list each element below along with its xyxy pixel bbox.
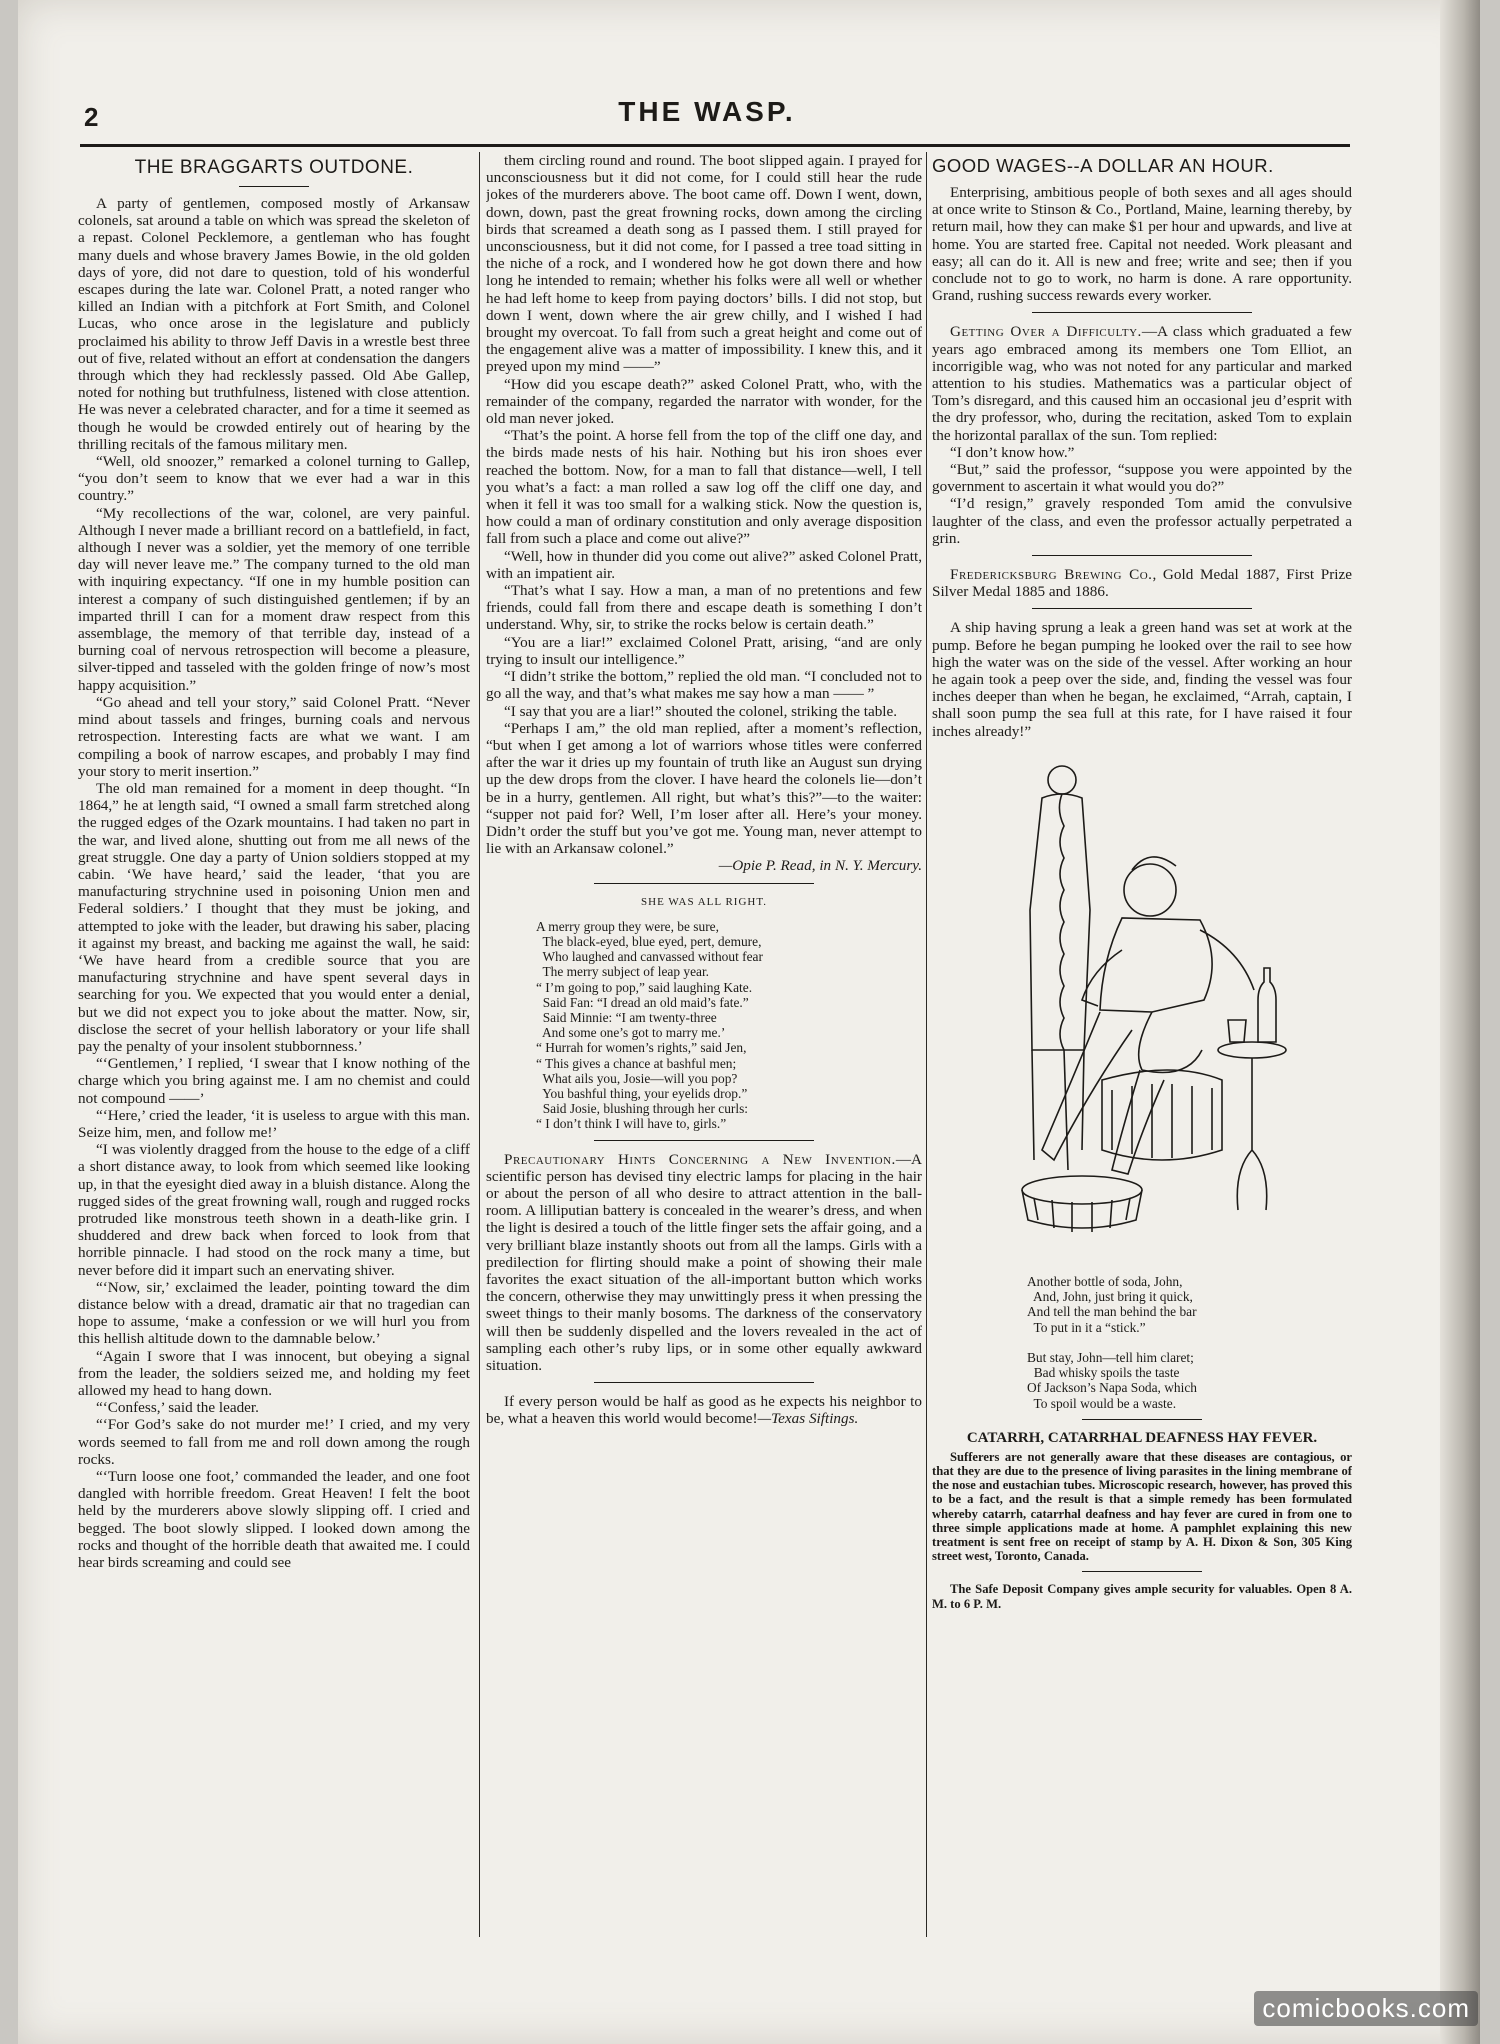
text-line: “ Hurrah for women’s rights,” said Jen, — [536, 1040, 747, 1056]
text-line: “I didn’t strike the bottom,” replied the old man. “I concluded not to go all the way, and that’s what makes me say how a man —— ” — [486, 668, 922, 703]
difficulty-quote: “I’d resign,” gravely responded Tom amid the convulsive laughter of the class, and even the professor actually perpetrated a grin. — [932, 495, 1352, 547]
text-line: But stay, John—tell him claret; — [1027, 1349, 1194, 1365]
text-line: Who laughed and canvassed without fear — [536, 949, 763, 965]
text-line: “You are a liar!” exclaimed Colonel Pratt, arising, “and are only trying to insult our intelligence.” — [486, 633, 922, 668]
poem-title: SHE WAS ALL RIGHT. — [641, 895, 767, 908]
column-2 — [486, 152, 922, 1942]
text-line: “Well, how in thunder did you come out alive?” asked Colonel Pratt, with an impatient air. — [486, 547, 922, 582]
text-line: And tell the man behind the bar — [1027, 1304, 1197, 1320]
article-heading: THE BRAGGARTS OUTDONE. — [134, 157, 414, 178]
text-line: Another bottle of soda, John, — [1027, 1273, 1183, 1289]
text-line: “Well, old snoozer,” remarked a colonel turning to Gallep, “you don’t seem to know that we ever had a war in this country.” — [78, 453, 470, 505]
article-body — [78, 195, 470, 1571]
text-line: Said Minnie: “I am twenty-three — [536, 1009, 717, 1025]
section-rule — [1032, 608, 1252, 609]
text-line: And, John, just bring it quick, — [1027, 1289, 1193, 1305]
brewing-lead: Fredericksburg Brewing Co. — [950, 566, 1153, 584]
text-line: “ I don’t think I will have to, girls.” — [536, 1116, 727, 1132]
hints-lead: Precautionary Hints Concerning a New Invention. — [504, 1150, 896, 1168]
text-line: What ails you, Josie—will you pop? — [536, 1070, 738, 1086]
text-line: “I was violently dragged from the house to the edge of a cliff a short distance away, to look from which seemed like looking up, in that the eyesight died away in a bluish distance. Along the rugged sides of the great frowning wall, rough and rugged rocks protruded like monstrous teeth shown in a death-like grin. I shuddered and drew back when forced to look from that horrible pinnacle. I had stood on the rock many a time, but never before did it impart such an enervating shiver. — [78, 1141, 470, 1279]
text-line: “Go ahead and tell your story,” said Colonel Pratt. “Never mind about tassels and fringes, burning coals and nervous retrospection. Interesting facts are what we want. I am compiling a book of narrow escapes, and probably I may find your story to merit insertion.” — [78, 693, 470, 780]
newspaper-title: THE WASP. — [618, 96, 796, 127]
closing-note: If every person would be half as good as he expects his neighbor to be, what a heaven this world would become!—Texas Siftings. — [486, 1393, 922, 1428]
text-line: The merry subject of leap year. — [536, 964, 710, 980]
section-rule — [594, 883, 814, 884]
text-line: Bad whisky spoils the taste — [1027, 1365, 1180, 1381]
difficulty-lead: Getting Over a Difficulty. — [950, 323, 1142, 341]
text-line: “ I’m going to pop,” said laughing Kate. — [536, 979, 753, 995]
hints-article — [486, 1151, 922, 1375]
text-line: You bashful thing, your eyelids drop.” — [536, 1085, 748, 1101]
heading-rule — [239, 186, 309, 187]
brewing-notice: Fredericksburg Brewing Co., Gold Medal 1887, First Prize Silver Medal 1885 and 1886. — [932, 566, 1352, 601]
ad-heading: GOOD WAGES--A DOLLAR AN HOUR. — [932, 155, 1274, 176]
section-rule — [1082, 1419, 1202, 1420]
safe-deposit-ad: The Safe Deposit Company gives ample security for valuables. Open 8 A. M. to 6 P. M. — [932, 1582, 1352, 1611]
hints-text: —A scientific person has devised tiny electric lamps for placing in the hair or about the person of all who desire to attract attention in the ball-room. A lilliputian battery is concealed in the wearer’s dress, and when the light is desired a touch of the little finger sets the affair going, and a very brilliant blaze instantly shoots out from all the lamps. Girls with a predilection for flirting should make a point of showing their male favorites the exact situation of the all-important button which works the concern, otherwise they may unwittingly press it when pressing the sweet things to their manly bosoms. The darkness of the conservatory will then be suddenly dispelled and the lovers revealed in the act of sampling each other’s ruby lips, or in some other equally awkward situation. — [486, 1150, 922, 1375]
masthead-rule — [80, 144, 1350, 147]
catarrh-ad: Sufferers are not generally aware that these diseases are contagious, or that they are due to the presence of living parasites in the lining membrane of the nose and eustachian tubes. Microscopic research, however, has proved this to be a fact, and the result is that a simple remedy has been formulated whereby catarrh, catarrhal deafness and hay fever are cured in from one to three simple applications made at home. A pamphlet explaining this new treatment is sent free on receipt of stamp by A. H. Dixon & Son, 305 King street west, Toronto, Canada. — [932, 1449, 1352, 1564]
column-3 — [932, 152, 1352, 1942]
difficulty-quote: “But,” said the professor, “suppose you were appointed by the government to ascertain it what would you do?” — [932, 461, 1352, 496]
text-line: “‘Here,’ cried the leader, ‘it is useless to argue with this man. Seize him, men, and follow me!’ — [78, 1106, 470, 1141]
section-rule — [594, 1382, 814, 1383]
wages-ad: Enterprising, ambitious people of both sexes and all ages should at once write to Stinson & Co., Portland, Maine, learning thereby, by return mail, how they can make $1 per hour and upwards, and live at home. You are started free. Capital not needed. Work pleasant and easy; all can do it. All is new and free; write and see; then if you conclude not to go to work, no harm is done. A rare opportunity. Grand, rushing success rewards every worker. — [932, 184, 1352, 305]
catarrh-heading: CATARRH, CATARRHAL DEAFNESS HAY FEVER. — [966, 1429, 1318, 1446]
section-rule — [1032, 555, 1252, 556]
text-line: Of Jackson’s Napa Soda, which — [1027, 1380, 1197, 1396]
masthead — [62, 96, 1352, 140]
text-line: “Perhaps I am,” the old man replied, after a moment’s reflection, “but when I get among a lot of warriors whose titles were conferred after the war it dries up my fountain of truth like an August sun drying up the dew drops from the clover. I have heard the colonels lie—don’t be in a hurry, gentlemen. All right, but what’s this?”—to the waiter: “supper not paid for? Well, I’m loser after all. Here’s your money. Didn’t order the stuff but you’ve got me. Young man, never attempt to lie with an Arkansaw colonel.” — [486, 719, 922, 858]
text-line: “‘Gentlemen,’ I replied, ‘I swear that I know nothing of the charge which you bring against me. I am no chemist and could not compound ——’ — [78, 1055, 470, 1107]
text-line: “That’s the point. A horse fell from the top of the cliff one day, and the birds made nests of his hair. Nothing but his iron shoes ever reached the bottom. Now, for a man to fall that distance—well, I tell you what’s a fact: a man rolled a saw log off the cliff one day, and when it fell it was too small for a walking stick. Now the question is, how could a man of ordinary constitution and only average disposition fall from such a place and come out alive?” — [486, 427, 922, 548]
text-line: And some one’s got to marry me.’ — [536, 1025, 726, 1041]
article-credit: —Opie P. Read, in N. Y. Mercury. — [718, 857, 922, 875]
text-line: “My recollections of the war, colonel, are very painful. Although I never made a brilliant record on a battlefield, in fact, although I never was a soldier, yet the memory of one terrible day will never leave me.” The company turned to the old man with inquiring expectancy. “If one in my humble position can interest a company of such distinguished gentlemen; if by an imparted thrill I can for a moment draw respect from this assemblage, the memory of that terrible day, instead of a burning coal of nervous retrospection will become a pleasure, silver-tipped and tasseled with the golden fringe of now’s most happy acquisition.” — [78, 504, 470, 694]
difficulty-article: Getting Over a Difficulty.—A class which graduated a few years ago embraced among its members one Tom Elliot, an incorrigible wag, who was not noted for any particular and marked attention to his studies. Mathematics was a particular object of Tom’s disregard, and this caused him an occasional jeu d’esprit with the dry professor, who, during the recitation, asked Tom to explain the horizontal parallax of the sun. Tom replied: — [932, 323, 1352, 444]
text-line: “Again I swore that I was innocent, but obeying a signal from the leader, the soldiers seized me, and holding my feet allowed my head to hang down. — [78, 1347, 470, 1400]
text-line: “How did you escape death?” asked Colonel Pratt, who, with the remainder of the company, regarded the narrator with wonder, for the old man never joked. — [486, 375, 922, 428]
text-line: “‘Now, sir,’ exclaimed the leader, pointing toward the dim distance below with a dread, dramatic air that no tragedian can hope to assume, ‘make a confession or we will hurl you from this hellish altitude down to the damnable below.’ — [78, 1278, 470, 1348]
text-line: Said Fan: “I dread an old maid’s fate.” — [536, 994, 749, 1010]
column-divider — [479, 152, 480, 1937]
book-spine — [1440, 0, 1480, 2044]
article-body-continued — [486, 152, 922, 857]
text-line: “‘Confess,’ said the leader. — [96, 1399, 259, 1417]
text-line: Said Josie, blushing through her curls: — [536, 1101, 749, 1117]
poem — [536, 919, 922, 1132]
section-rule — [594, 1140, 814, 1141]
watermark: comicbooks.com — [1254, 1991, 1478, 2026]
ship-anecdote: A ship having sprung a leak a green hand was set at work at the pump. Before he began pumping he looked over the rail to see how high the water was on the side of the vessel. After working an hour he again took a peep over the side, and, finding the vessel was four inches deeper than when he began, he exclaimed, “Arrah, captain, I shall soon pump the sea full at this rate, for I have raised it four inches already!” — [932, 619, 1352, 740]
column-divider — [926, 152, 927, 1937]
closing-credit: —Texas Siftings. — [757, 1410, 859, 1428]
illustration-caption — [1027, 1274, 1352, 1411]
column-1 — [78, 152, 470, 1942]
section-rule — [1082, 1571, 1202, 1572]
text-line: them circling round and round. The boot slipped again. I prayed for unconsciousness but it did not come, for I could still hear the rude jokes of the murderers above. The boot came off. Down I went, down, down, down, past the great frowning rocks, down among the circling birds that screamed a death song as I passed them. I still prayed for unconsciousness, but it did not come, for I passed a tree toad sitting in the niche of a rock, and I wondered how he got down there and how long he intended to remain; whether his folks were all well or whether he had left home to keep from paying doctors’ bills. I did not stop, but down I went, down where the air grew chilly, and I wished I had brought my overcoat. To fall from such a great height and come out of the engagement alive was a matter of impossibility. I knew this, and it preyed upon my mind ——” — [486, 152, 922, 376]
text-line — [1027, 1335, 1352, 1350]
text-line: A merry group they were, be sure, — [536, 918, 719, 934]
text-line: “I say that you are a liar!” shouted the colonel, striking the table. — [504, 702, 898, 720]
difficulty-quote: “I don’t know how.” — [950, 443, 1075, 461]
text-line: The black-eyed, blue eyed, pert, demure, — [536, 933, 762, 949]
text-line: To spoil would be a waste. — [1027, 1395, 1177, 1411]
text-line: “‘Turn loose one foot,’ commanded the leader, and one foot dangled with horrible freedom. Great Heaven! I felt the boot held by the murderers above slowly slipping off. I cried and begged. The boot slowly slipped. I looked down among the rocks and thought of the horrible death that awaited me. I could hear birds screaming and could see — [78, 1468, 470, 1572]
page-number: 2 — [84, 102, 99, 132]
section-rule — [1032, 312, 1252, 313]
text-line: “ This gives a chance at bashful men; — [536, 1055, 737, 1071]
text-line: “That’s what I say. How a man, a man of no pretentions and few friends, could fall from there and escape death is something I don’t understand. Why, sir, to strike the rocks below is certain death.” — [486, 582, 922, 634]
text-line: A party of gentlemen, composed mostly of Arkansaw colonels, sat around a table on which was spread the skeleton of a repast. Colonel Pecklemore, a gentleman who has fought many duels and whose bravery James Bowie, in the old golden days of yore, did not dare to question, told of his wonderful escapes during the late war. Colonel Pratt, a noted ranger who killed an Indian with a pitchfork at Fort Smith, and Colonel Lucas, who once arose in the legislature and publicly proclaimed his ability to throw Jeff Davis in a wrestle best three out of five, related without an effort at condensation the dangers through which they had recklessly passed. Old Abe Gallep, noted for nothing but truthfulness, listened with close attention. He was never a celebrated character, and for a time it seemed as though he would be crowded entirely out of hearing by the thrilling recitals of the famous military men. — [78, 195, 470, 453]
text-line: The old man remained for a moment in deep thought. “In 1864,” he at length said, “I owned a small farm stretched along the rugged edges of the Ozark mountains. I had taken no part in the war, and lived alone, shutting out from me all news of the great struggle. One day a party of Union soldiers stopped at my cabin. ‘We have heard,’ said the leader, ‘that you are manufacturing strychnine used in poisoning Union men and Federal soldiers.’ I thought that they must be joking, and attempted to joke with the leader, but drawing his saber, placing it against my breast, and backing me against the wall, he said: ‘We have heard from a credible source that you are manufacturing strychnine and have spent several days in searching for you. We expected that you would enter a denial, but we did not expect you to joke about the matter. Now, sir, disclose the secret of your hellish laboratory or your life shall pay the penalty of your insolent stubbornness.’ — [78, 779, 470, 1055]
text-line: “‘For God’s sake do not murder me!’ I cried, and my very words seemed to fall from me and roll down among the rough rocks. — [78, 1416, 470, 1468]
soda-illustration — [972, 750, 1312, 1270]
text-line: To put in it a “stick.” — [1027, 1319, 1146, 1335]
